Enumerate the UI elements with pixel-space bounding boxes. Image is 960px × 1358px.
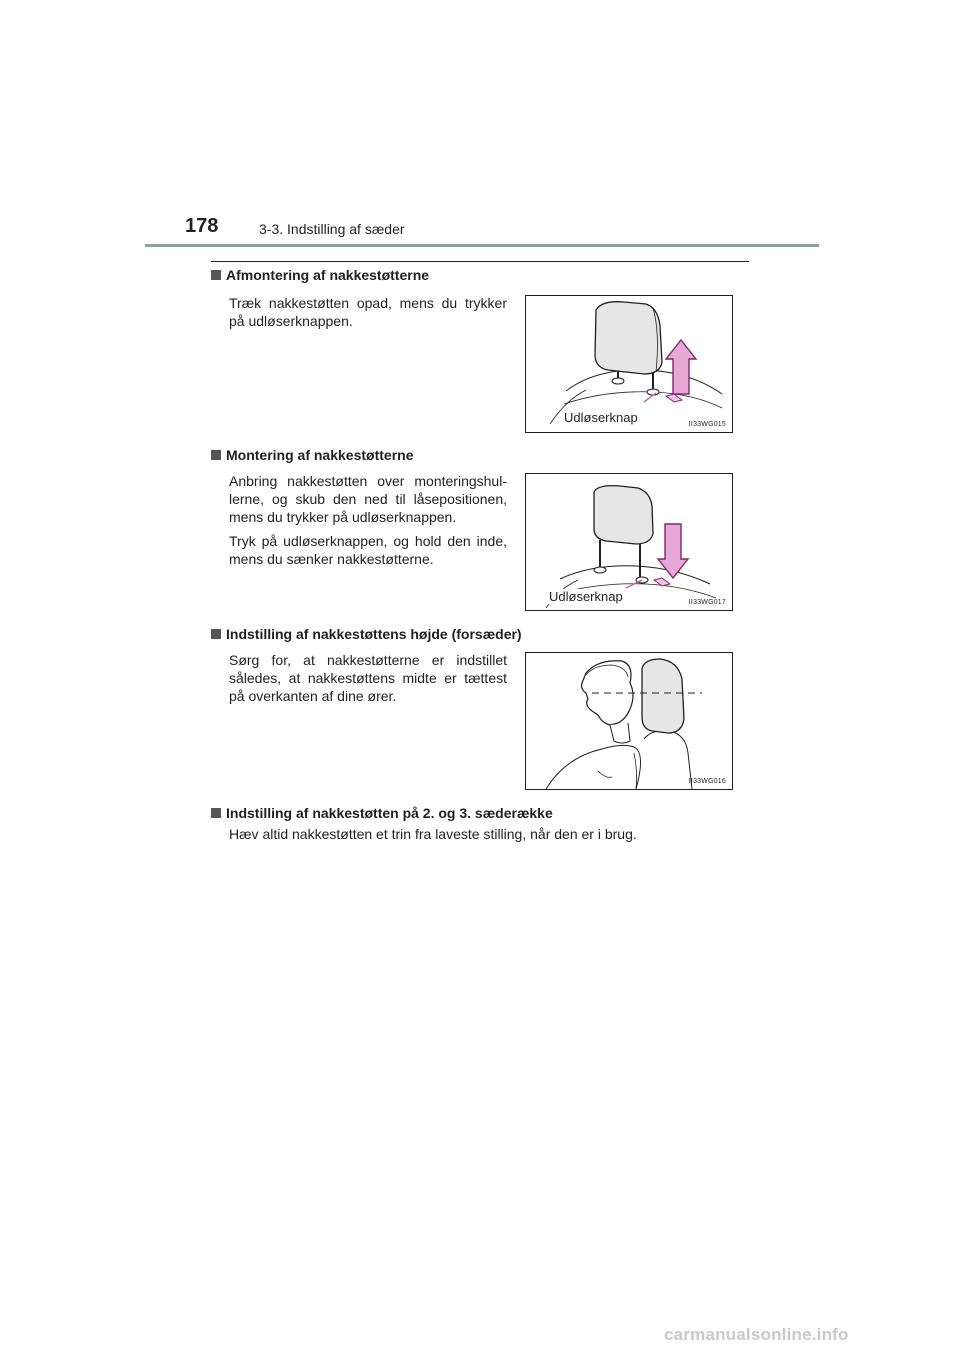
figure-headrest-height xyxy=(525,652,733,790)
adjust-rear-instructions: Hæv altid nakkestøtten et trin fra laveste stilling, når den er i brug. xyxy=(229,826,637,842)
headrest-shape xyxy=(594,486,653,544)
down-arrow-icon xyxy=(658,524,688,578)
remove-instructions: Træk nakkestøtten opad, mens du trykker på udløserknappen. xyxy=(229,295,507,329)
header-rule xyxy=(145,244,819,247)
page-number: 178 xyxy=(185,215,219,237)
chapter-title: 3-3. Indstilling af sæder xyxy=(259,221,405,237)
section-heading-adjust-rear: Indstilling af nakkestøtten på 2. og 3. sæderække xyxy=(211,805,553,821)
adjust-front-instructions: Sørg for, at nakkestøtterne er indstillet således, at nakkestøttens midte er tættest på overkanten af dine ører. xyxy=(229,652,507,704)
watermark: carmanualsonline.info xyxy=(664,1325,849,1344)
headrest-shape xyxy=(642,659,684,733)
section-heading-install: Montering af nakkestøtterne xyxy=(211,447,413,463)
figure-code: II33WG016 xyxy=(688,778,726,785)
headrest-shape xyxy=(595,302,662,374)
bullet-square-icon xyxy=(211,450,221,460)
figure-code: II33WG015 xyxy=(688,421,726,428)
section-heading-adjust-front: Indstilling af nakkestøttens højde (forsæder) xyxy=(211,626,522,642)
figure-code: II33WG017 xyxy=(688,599,726,606)
release-button-label: Udløserknap xyxy=(564,410,638,425)
bullet-square-icon xyxy=(211,270,221,280)
seat-back xyxy=(644,731,692,789)
install-instructions: Anbring nakkestøtten over monteringshul-lerne, og skub den ned til låsepositionen, mens du trykker på udløserknappen. Tryk på udløserknappen, og hold den inde, mens du sænker nakkestøtterne. xyxy=(229,473,507,567)
up-arrow-icon xyxy=(666,340,696,394)
section-heading-remove: Afmontering af nakkestøtterne xyxy=(211,267,429,283)
bullet-square-icon xyxy=(211,808,221,818)
figure-remove-headrest xyxy=(525,295,733,433)
bullet-square-icon xyxy=(211,629,221,639)
section-rule xyxy=(211,261,749,262)
release-button-label: Udløserknap xyxy=(549,589,623,604)
figure-install-headrest xyxy=(525,473,733,611)
